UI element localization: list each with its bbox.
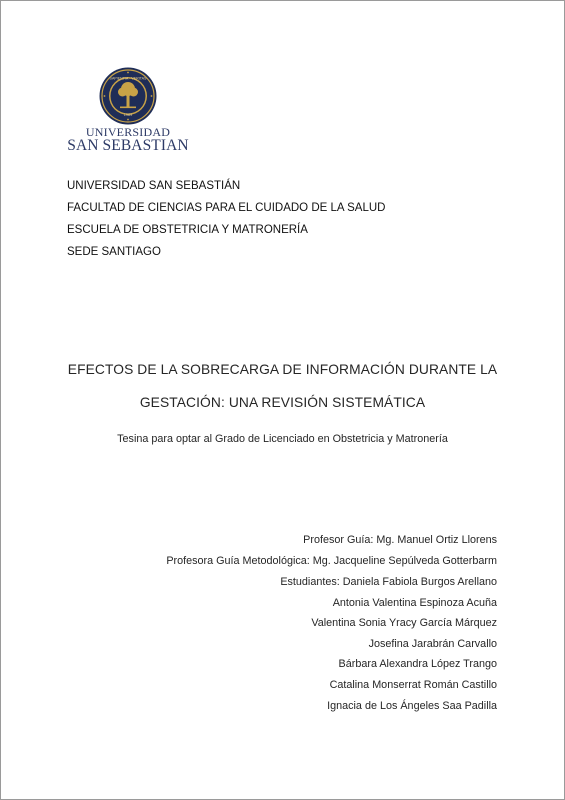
- institution-faculty: FACULTAD DE CIENCIAS PARA EL CUIDADO DE LA SALUD: [67, 202, 386, 214]
- seal-text-top: SAPIENTIA · VERITAS: [109, 76, 147, 81]
- thesis-title-line-2: GESTACIÓN: UNA REVISIÓN SISTEMÁTICA: [139, 395, 426, 410]
- logo-wordmark-bottom: SAN SEBASTIAN: [67, 137, 189, 154]
- credit-methodology-advisor: Profesora Guía Metodológica: Mg. Jacqueline Sepúlveda Gotterbarm: [166, 555, 497, 567]
- credit-student-7: Ignacia de Los Ángeles Saa Padilla: [327, 700, 497, 712]
- credit-student-3: Valentina Sonia Yracy García Márquez: [311, 617, 497, 629]
- credit-student-6: Catalina Monserrat Román Castillo: [329, 679, 497, 691]
- institution-school: ESCUELA DE OBSTETRICIA Y MATRONERÍA: [67, 224, 308, 236]
- credit-student-1: Estudiantes: Daniela Fabiola Burgos Arellano: [280, 576, 497, 588]
- credit-student-4: Josefina Jarabrán Carvallo: [368, 638, 497, 650]
- institution-campus: SEDE SANTIAGO: [67, 246, 161, 258]
- institution-university: UNIVERSIDAD SAN SEBASTIÁN: [67, 180, 241, 192]
- thesis-subtitle: Tesina para optar al Grado de Licenciado en Obstetricia y Matronería: [117, 433, 448, 445]
- thesis-title-line-1: EFECTOS DE LA SOBRECARGA DE INFORMACIÓN DURANTE LA: [67, 362, 498, 377]
- university-seal-icon: [99, 67, 157, 125]
- credit-student-2: Antonia Valentina Espinoza Acuña: [332, 597, 497, 609]
- logo-wordmark-top: UNIVERSIDAD: [85, 125, 171, 139]
- seal-text-bottom: 1989: [123, 113, 133, 118]
- credit-advisor: Profesor Guía: Mg. Manuel Ortiz Llorens: [303, 534, 497, 546]
- credit-student-5: Bárbara Alexandra López Trango: [338, 658, 497, 670]
